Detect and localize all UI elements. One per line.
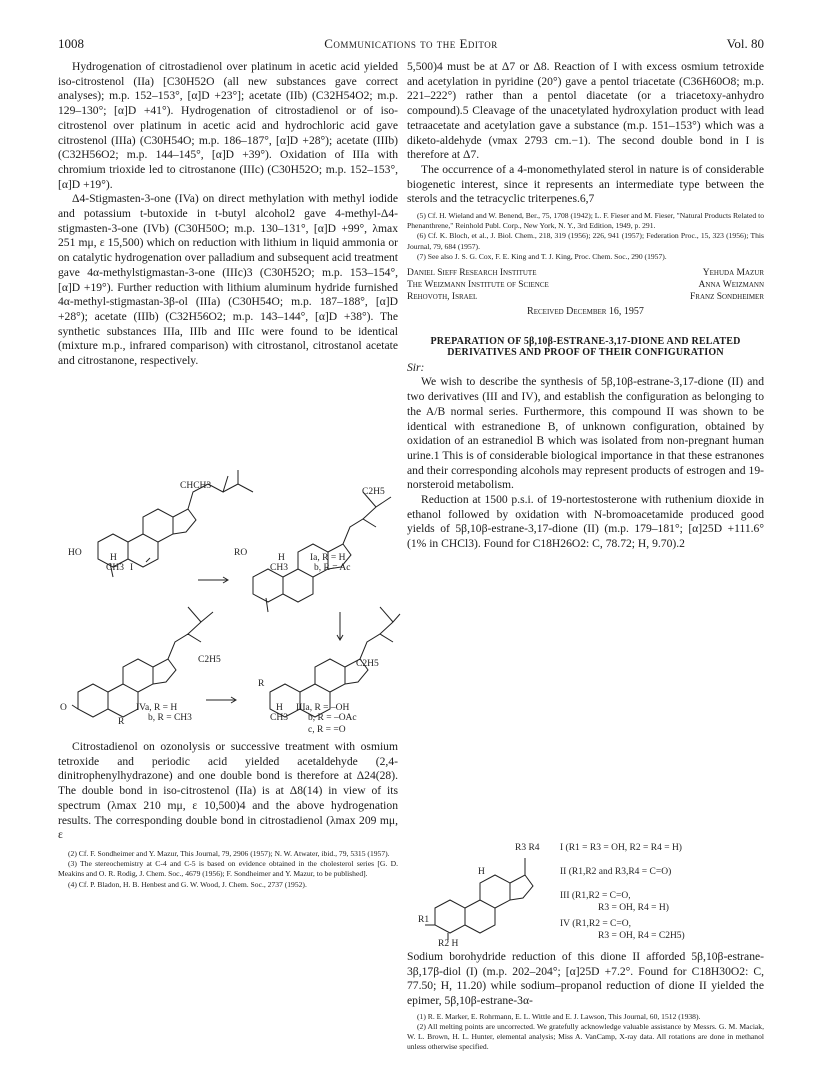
compound-iii-label-b: R3 = OH, R4 = H) xyxy=(598,903,669,913)
salutation: Sir: xyxy=(407,360,425,374)
s4-h-label: H xyxy=(276,703,283,713)
s1-h-label: H xyxy=(110,553,117,563)
institute-line-3: Rehovoth, Israel xyxy=(407,292,478,303)
s3-compound-label-b: b, R = CH3 xyxy=(148,713,192,723)
s3-compound-label-a: IVa, R = H xyxy=(136,703,178,713)
footnote-4: (4) Cf. P. Bladon, H. B. Henbest and G. W. Wood, J. Chem. Soc., 2737 (1952). xyxy=(68,879,307,889)
compound-i-label: I (R1 = R3 = OH, R2 = R4 = H) xyxy=(560,843,682,853)
s2-h-label: H xyxy=(278,553,285,563)
page-header xyxy=(58,36,764,54)
paragraph-reduction: Reduction at 1500 p.s.i. of 19-nortestosterone with ruthenium dioxide in ethanol followed by oxidation with N-bromoacetamide produced good yields of 5β,10β-estrane-3,17-dione (II) (m.p. 179–181°; [α]25D +111.6° (1% in CHCl3). Found for C18H26O2: C, 78.72; H, 9.70).2 xyxy=(407,493,764,551)
s2-chain-label: C2H5 xyxy=(362,487,385,497)
compound-iii-label-a: III (R1,R2 = C=O, xyxy=(560,891,631,901)
paragraph-synthesis: We wish to describe the synthesis of 5β,10β-estrane-3,17-dione (II) and two derivatives (III and IV), and establish the configuration as belonging to the A/B normal series. Furthermore, this compound II was shown to be identical with estranedione B, of unknown configuration, obtained by oxidation of an estranediol B which was isolated from non-pregnant human urine.1 This is of considerable biological importance in that these estranones and their corresponding alcohols may represent products of estrogen and 19-norsteroid metabolism. xyxy=(407,375,764,492)
author-1: Yehuda Mazur xyxy=(702,268,764,279)
s4-ch3-label: CH3 xyxy=(270,713,288,723)
right-footnotes xyxy=(407,211,764,262)
compound-ii-label: II (R1,R2 and R3,R4 = C=O) xyxy=(560,867,672,877)
s4-chain-label: C2H5 xyxy=(356,659,379,669)
s4-compound-label-a: IIIa, R = –OH xyxy=(296,703,350,713)
compound-iv-label-b: R3 = OH, R4 = C2H5) xyxy=(598,931,685,941)
paragraph-biogenetic: The occurrence of a 4-monomethylated sterol in nature is of considerable biogenetic interest, since it represents an intermediate type between the sterols and the tetracyclic triterpenes.6,7 xyxy=(407,162,764,206)
footnote-1b: (1) R. E. Marker, E. Rohrmann, E. L. Wittle and E. J. Lawson, This Journal, 60, 1512 (1938). xyxy=(417,1011,701,1021)
footnote-5: (5) Cf. H. Wieland and W. Benend, Ber., 75, 1708 (1942); L. F. Fieser and M. Fieser, "Natural Products Related to Phenanthrene," Reinhold Publ. Corp., New York, N. Y., 3rd Edition, 1949, p. 291. xyxy=(407,211,764,231)
received-date: Received December 16, 1957 xyxy=(527,306,644,318)
r2h-label: R2 H xyxy=(438,939,459,949)
article-title: PREPARATION OF 5β,10β-ESTRANE-3,17-DIONE AND RELATED DERIVATIVES AND PROOF OF THEIR CONFIGURATION xyxy=(430,335,741,359)
s4-label-c-area xyxy=(308,722,403,736)
right-column-lower xyxy=(407,950,764,1053)
s1-ch3-label: CH3 xyxy=(106,563,124,573)
volume-number: Vol. 80 xyxy=(726,36,764,51)
s4-compound-label-c: c, R = =O xyxy=(308,725,346,735)
paragraph-hydrogenation: Hydrogenation of citrostadienol over platinum in acetic acid yielded iso-citrostenol (IIa) [C30H52O (all new substances gave correct analyses); m.p. 152–153°, [α]D +23°]; acetate (IIb) (C32H54O2; m.p. 129–130°; [α]D +41°). Hydrogenation of citrostadienol or of iso-citrostenol over platinum in acetic acid and hydrochloric acid gave citrostenol (IIIa) (C30H54O; m.p. 186–187°, [α]D +28°); acetate (IIIb) (C32H56O2; m.p. 144–145°, [α]D +39°). Oxidation of IIIa with chromium trioxide led to citrostanone (IIIc) (C30H52O; m.p. 152–153°, [α]D +19°). xyxy=(58,60,398,191)
institute-line-1: Daniel Sieff Research Institute xyxy=(407,268,537,279)
s1-compound-label: I xyxy=(130,563,134,573)
paragraph-stigmastenone: Δ4-Stigmasten-3-one (IVa) on direct methylation with methyl iodide and potassium t-butoxide in t-butyl alcohol2 gave 4-methyl-Δ4-stigmasten-3-one (IVb) (C30H50O; m.p. 130–131°, [α]D +99°, λmax 251 mμ, ε 15,500) which on reduction with lithium in liquid ammonia or on catalytic hydrogenation over palladium and subsequent acid treatment gave 4α-methylstigmastan-3-one (IIIc)3 (C30H52O; m.p. 153–154°, [α]D +19°). Further reduction with lithium aluminum hydride furnished 4α-methyl-stigmastan-3β-ol (IIIa) (C30H54O; m.p. 187–188°, [α]D +28°); acetate (IIIb) (C32H56O2; m.p. 143–144°, [α]D +38°). The synthetic substances IIIa, IIIb and IIIc were found to be identical (mixture m.p., infrared comparison) with citrostanol, citrostanol acetate and citrostanone, respectively. xyxy=(58,192,398,368)
footnote-6: (6) Cf. K. Bloch, et al., J. Biol. Chem., 218, 319 (1956); 226, 941 (1957); Federation Proc., 15, 323 (1956); This Journal, 79, 684 (1957). xyxy=(407,231,764,251)
footnote-3: (3) The stereochemistry at C-4 and C-5 is based on evidence obtained in the cholesterol series [G. D. Meakins and O. R. Rodig, J. Chem. Soc., 4679 (1956); F. Sondheimer and Y. Mazur, to be published]. xyxy=(58,859,398,879)
s3-o-label: O xyxy=(60,703,67,713)
r1-label: R1 xyxy=(418,915,430,925)
s3-chain-label: C2H5 xyxy=(198,655,221,665)
compound-iv-label-a: IV (R1,R2 = C=O, xyxy=(560,919,631,929)
author-2: Anna Weizmann xyxy=(698,280,764,291)
footnote-7: (7) See also J. S. G. Cox, F. E. King and T. J. King, Proc. Chem. Soc., 290 (1957). xyxy=(417,251,667,261)
footnote-2b: (2) All melting points are uncorrected. We gratefully acknowledge valuable assistance by Messrs. G. M. Maciak, W. L. Brown, H. L. Hunter, elemental analysis; Miss A. VanCamp, X-ray data. All rotations are done in methanol unless otherwise specified. xyxy=(407,1022,764,1052)
page-number: 1008 xyxy=(58,36,84,51)
steroid-structures-diagram xyxy=(58,462,403,727)
left-column-lower xyxy=(58,740,398,890)
s3-r-label: R xyxy=(118,717,125,727)
s2-ch3-label: CH3 xyxy=(270,563,288,573)
s4-compound-label-b: b, R = –OAc xyxy=(308,713,357,723)
institute-line-2: The Weizmann Institute of Science xyxy=(407,280,549,291)
paragraph-ozonolysis: Citrostadienol on ozonolysis or successive treatment with osmium tetroxide and periodic acid yielded acetaldehyde (2,4-dinitrophenylhydrazone) and one double bond is therefore at Δ24(28). The double bond in iso-citrostenol (IIa) is at Δ8(14) in view of its spectrum (λmax 210 mμ, ε 10,500)4 and the above hydrogenation results. The corresponding double bond in citrostadienol (λmax 209 mμ, ε xyxy=(58,740,398,842)
r3r4-label: R3 R4 xyxy=(515,843,540,853)
paragraph-borohydride: Sodium borohydride reduction of this dione II afforded 5β,10β-estrane-3β,17β-diol (I) (m.p. 202–204°; [α]25D +7.2°. Found for C18H30O2: C, 77.50; H, 11.20) while sodium–propanol reduction of dione II yielded the epimer, 5β,10β-estrane-3α- xyxy=(407,950,764,1008)
s4-r-label: R xyxy=(258,679,265,689)
right-footnotes-lower xyxy=(407,1012,764,1053)
paragraph-double-bond: 5,500)4 must be at Δ7 or Δ8. Reaction of I with excess osmium tetroxide and acetylation in pyridine (20°) gave a pentol triacetate (C36H60O8; m.p. 221–222°) rather than a pentol diacetate (or a triacetoxy-anhydro compound).5 Cleavage of the unacetylated hydroxylation product with lead tetraacetate and acetylation gave a substance (m.p. 151–153°) which was a diketo-aldehyde (νmax 2793 cm.−1). The second double bond in I is therefore at Δ7. xyxy=(407,60,764,162)
right-column xyxy=(407,60,764,552)
left-column xyxy=(58,60,398,369)
author-3: Franz Sondheimer xyxy=(690,292,764,303)
journal-section: Communications to the Editor xyxy=(324,36,498,51)
s2-compound-label-b: b, R = Ac xyxy=(314,563,351,573)
footnote-2: (2) Cf. F. Sondheimer and Y. Mazur, This Journal, 79, 2906 (1957); N. W. Atwater, ibid., 79, 5315 (1957). xyxy=(68,848,390,858)
s1-ho-label: HO xyxy=(68,548,82,558)
left-footnotes xyxy=(58,849,398,890)
estrane-structure-diagram xyxy=(420,838,764,948)
h-label: H xyxy=(478,867,485,877)
s2-ro-label: RO xyxy=(234,548,248,558)
author-signature xyxy=(407,267,764,303)
s1-chain-label: CHCH3 xyxy=(180,481,212,491)
s2-compound-label-a: Ia, R = H xyxy=(310,553,346,563)
